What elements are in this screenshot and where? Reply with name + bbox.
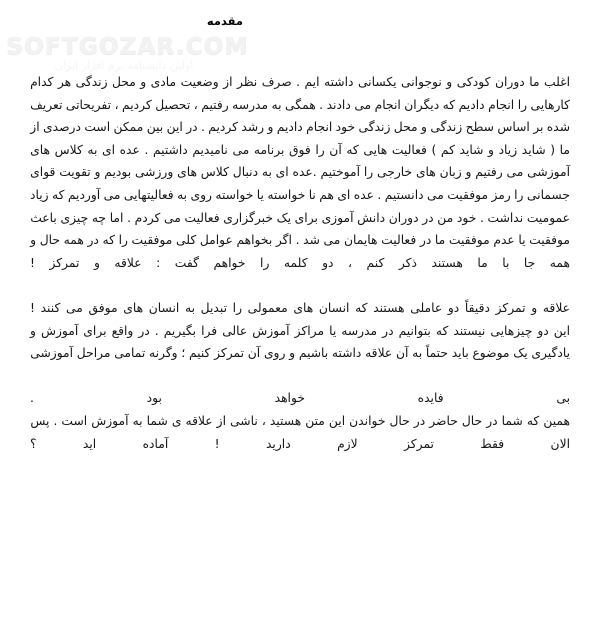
text-word: دادند [326, 97, 351, 112]
text-word: همگی [285, 97, 316, 112]
text-line: بی فایده خواهد بود . [30, 391, 570, 406]
text-word: حال [461, 413, 483, 428]
text-word: عوامل [199, 233, 233, 248]
watermark-brand: SOFTGOZAR.COM [6, 34, 249, 60]
text-word: بتوانیم [398, 323, 431, 338]
text-word: نوجوانی [401, 75, 442, 89]
text-word: چه [91, 210, 107, 225]
text-word: خواسته [267, 187, 306, 202]
text-word: . [377, 187, 382, 202]
text-word: بین [146, 120, 164, 135]
text-word: تحصیل [155, 97, 191, 112]
text-word: و [446, 75, 453, 89]
text-word: هستید [269, 413, 302, 428]
text-word: برنامه [253, 142, 285, 157]
text-word: زندگی [75, 75, 108, 89]
text-word: یک [276, 210, 292, 225]
text-word: آن [395, 346, 409, 361]
text-word: قوای [30, 165, 56, 180]
text-word: سطح [465, 120, 494, 135]
text-line [30, 189, 570, 212]
text-word: علاقه [365, 346, 393, 361]
text-word: واقع [111, 323, 134, 338]
text-word: خارجی [377, 165, 413, 180]
text-line [30, 212, 570, 235]
text-word: . [144, 142, 149, 157]
text-word: زیاد [498, 142, 518, 157]
text-word: نظر [236, 75, 258, 89]
text-word: روی [263, 346, 286, 361]
text-word: موفقیت [448, 233, 490, 248]
text-word: بخواهم [236, 233, 273, 248]
text-word: در [419, 233, 432, 248]
text-word: های [30, 142, 51, 157]
text-word: ای [101, 142, 116, 157]
text-word: ( [550, 142, 556, 157]
text-word: وگرنه [149, 346, 178, 361]
text-word: ناشی [230, 413, 258, 428]
text-word: آوردیم [67, 187, 101, 202]
text-word: که [442, 97, 456, 112]
paragraph-gap [30, 370, 570, 393]
text-word: کلاس [200, 165, 229, 180]
text-word: عالی [222, 323, 248, 338]
page-header [30, 10, 570, 29]
text-word: را [517, 97, 528, 112]
text-word: دادیم [458, 97, 485, 112]
text-word: به [87, 142, 98, 157]
text-word: ؛ [181, 346, 186, 361]
text-word: که [346, 142, 359, 157]
text-line [30, 325, 570, 348]
text-word: شد [303, 233, 320, 248]
text-word: در [186, 120, 198, 135]
text-word: من [437, 210, 454, 225]
text-word: ای [337, 187, 351, 202]
text-word: برای [294, 210, 318, 225]
text-word: می [506, 165, 524, 180]
text-word: تمرکز [214, 346, 245, 361]
text-word: برای [83, 323, 107, 338]
text-word: بودیم [104, 165, 132, 180]
text-word: نا [308, 187, 316, 202]
text-word: می [103, 187, 121, 202]
text-word: یا [329, 323, 337, 338]
text-word: خبرگزاری [223, 210, 273, 225]
text-word: انجام [488, 97, 515, 112]
text-word: رفتیم [201, 97, 229, 112]
text-word: را [315, 142, 325, 157]
text-word: که [102, 233, 115, 248]
text-word: فرا [201, 323, 218, 338]
text-word: زندگی [358, 120, 391, 135]
text-word: در [413, 413, 426, 428]
text-word: شده [546, 120, 570, 135]
text-word: . [295, 233, 300, 248]
text-word: خود [335, 120, 356, 135]
text-word: آموزشی [527, 165, 570, 180]
text-word: نامیدیم [192, 142, 228, 157]
text-word: موفقیت [447, 187, 489, 202]
text-word: های [177, 165, 197, 180]
text-word: و [30, 233, 37, 248]
text-word: و [140, 75, 147, 89]
text-word: و [465, 165, 472, 180]
text-word: نیستند [453, 323, 486, 338]
text-word: به [132, 413, 143, 428]
text-word: باشیم [298, 346, 329, 361]
text-line: الان فقط تمرکز لازم دارید ! آماده اید ؟ [30, 436, 570, 451]
text-word: یا [518, 233, 526, 248]
text-word: موضوع [472, 346, 510, 361]
text-word: چیزهایی [490, 323, 533, 338]
text-word: روی [190, 187, 212, 202]
text-word: خود [456, 210, 477, 225]
text-word: و [94, 165, 101, 180]
text-word: همه [63, 233, 84, 248]
text-word: حال [39, 233, 60, 248]
watermark-subtitle: اولین دانشنامه نرم افزار ایران [54, 59, 194, 72]
text-word: شاید [459, 142, 484, 157]
text-word: کردیم [122, 97, 152, 112]
text-word: هایی [363, 142, 388, 157]
text-word: اگر [275, 233, 292, 248]
text-word: در [486, 413, 498, 428]
text-word: از [216, 413, 227, 428]
text-line [30, 121, 570, 144]
text-word: از [30, 120, 40, 135]
text-word: فعالیت [391, 142, 427, 157]
text-line [30, 144, 570, 167]
text-word: حاضر [429, 413, 458, 428]
text-word: ای [275, 165, 289, 180]
text-word: . [319, 97, 324, 112]
text-word: اغلب [544, 75, 570, 89]
text-word: این [553, 323, 570, 338]
text-word: که [52, 187, 65, 202]
text-word: به [261, 165, 272, 180]
text-word: می [164, 210, 181, 225]
text-word: درصدی [43, 120, 81, 135]
text-word: داشته [323, 75, 354, 89]
text-word: یک [513, 346, 528, 361]
text-word: یکسانی [357, 75, 397, 89]
text-word: خواسته [215, 187, 254, 202]
text-word: دوران [494, 75, 525, 89]
text-word: آموزش [252, 323, 290, 338]
text-word: آموزش [91, 413, 129, 428]
text-word: مدرسه [232, 97, 269, 112]
text-word: زیاد [30, 187, 49, 202]
text-word: زندگی [430, 120, 463, 135]
text-word: نداشت [487, 210, 524, 225]
text-word: محل [393, 120, 418, 135]
text-word: انجام [374, 97, 401, 112]
text-word: می [354, 97, 372, 112]
text-word: .عده [292, 165, 317, 180]
text-word: را [514, 187, 524, 202]
text-word: داشته [331, 346, 362, 361]
text-word: و [30, 323, 36, 338]
text-word: است [84, 120, 111, 135]
text-word: مراحل [76, 346, 111, 361]
text-word: در [87, 233, 99, 248]
text-word: موفقیت [529, 233, 570, 248]
text-word: . [53, 413, 58, 428]
text-word: تعریف [30, 97, 63, 112]
text-word: فوق [289, 142, 311, 157]
text-word: هم [319, 187, 334, 202]
text-line [30, 166, 570, 189]
text-word: وضعیت [180, 75, 219, 89]
text-word: . [154, 323, 159, 338]
text-word: دانش [357, 210, 386, 225]
text-word: کودکی [456, 75, 491, 89]
text-word: است [61, 413, 88, 428]
text-word: جسمانی [526, 187, 570, 202]
text-word: پس [30, 413, 50, 428]
text-word: کردیم [208, 120, 239, 135]
text-word: . [127, 210, 131, 225]
text-word: ایم [304, 75, 320, 89]
text-word: حال [389, 413, 410, 428]
text-line [30, 347, 570, 370]
text-word: بر [533, 120, 544, 135]
text-word: دیگران [404, 97, 440, 112]
text-word: . [200, 120, 205, 135]
text-word: شاید [521, 142, 546, 157]
text-word: باید [451, 346, 469, 361]
text-word: صرف [261, 75, 292, 89]
text-word: تقویت [59, 165, 91, 180]
text-word: چیزی [60, 210, 89, 225]
text-word: ما [434, 233, 446, 248]
text-word: انجام [306, 120, 333, 135]
text-line [30, 99, 570, 122]
text-word: تمامی [114, 346, 146, 361]
text-word: یا [256, 187, 264, 202]
text-word: خواندن [349, 413, 386, 428]
text-word: علاقه [185, 413, 213, 428]
text-word: ) [431, 142, 437, 157]
text-word: مدرسه [341, 323, 378, 338]
text-word: شما [146, 413, 168, 428]
text-word: می [323, 233, 341, 248]
text-word: اما [109, 210, 124, 225]
text-word: و [421, 120, 427, 135]
text-word: باعث [30, 210, 57, 225]
text-word: کلاس [54, 142, 83, 157]
text-word: متن [305, 413, 325, 428]
text-word: کنیم [188, 346, 211, 361]
text-word: این [166, 120, 183, 135]
text-word: ، [114, 97, 119, 112]
text-word: عمومیت [526, 210, 570, 225]
text-word: آموزش [40, 323, 79, 338]
text-word: و [267, 120, 274, 135]
text-word: ما [529, 75, 540, 89]
text-word: عدم [493, 233, 515, 248]
text-word: دانستیم [384, 187, 424, 202]
text-word: هایمان [343, 233, 378, 248]
text-word: و [289, 346, 296, 361]
text-word: محل [111, 75, 136, 89]
text-word: آموختیم [320, 165, 361, 180]
text-word: در [382, 323, 394, 338]
text-word: آن [247, 346, 261, 361]
text-word: در [422, 210, 434, 225]
text-word: زبان [439, 165, 462, 180]
text-word: آموزشی [30, 346, 74, 361]
text-word: تفریحاتی [65, 97, 112, 112]
text-word: دو [537, 323, 549, 338]
text-word: را [363, 165, 374, 180]
text-word: از [223, 75, 233, 89]
text-word: در [138, 323, 150, 338]
text-line: علاقه و تمرکز دقیقاً دو عاملی هستند که انسان های معمولی را تبدیل به انسان های موفق می کنند ! [30, 300, 570, 315]
text-word: های [415, 165, 436, 180]
text-line [30, 76, 570, 99]
page-title: مقدمه [206, 14, 244, 28]
text-word: موفقیت [131, 233, 173, 248]
text-word: اساس [497, 120, 530, 135]
text-word: فعالیت [184, 210, 220, 225]
text-word: را [118, 233, 128, 248]
text-word: آموزی [321, 210, 354, 225]
text-word: کلی [176, 233, 197, 248]
text-word: به [412, 346, 423, 361]
text-word: فعالیت [381, 233, 417, 248]
text-word: کارهایی [530, 97, 570, 112]
text-word: . [479, 210, 484, 225]
watermark [6, 34, 249, 72]
text-word: داشتیم [152, 142, 188, 157]
text-word: و [488, 142, 494, 157]
text-word: رمز [491, 187, 511, 202]
text-line [30, 234, 570, 257]
text-word: رشد [241, 120, 265, 135]
text-word: که [435, 323, 449, 338]
text-word: رفتیم [475, 165, 503, 180]
text-word: ، [193, 97, 198, 112]
text-word: فعالیتهایی [123, 187, 174, 202]
text-word: ، [261, 413, 266, 428]
text-word: به [177, 187, 188, 202]
paragraph-gap [30, 279, 570, 302]
document-body [30, 76, 570, 460]
text-word: عده [119, 142, 140, 157]
text-word: هر [57, 75, 72, 89]
text-word: ی [171, 413, 182, 428]
text-word: شما [501, 413, 523, 428]
text-word: به [271, 97, 282, 112]
text-word: کردم [134, 210, 161, 225]
text-word: می [232, 142, 250, 157]
text-word: مادی [150, 75, 177, 89]
text-word: عده [353, 187, 374, 202]
text-line: همه جا با ما هستند ذکر کنم ، دو کلمه را خواهم گفت : علاقه و تمرکز ! [30, 255, 570, 270]
text-word: ممکن [113, 120, 144, 135]
text-word: ورزشی [134, 165, 174, 180]
text-word: حتماً [425, 346, 448, 361]
text-word: همین [543, 413, 570, 428]
text-word: آن [329, 142, 342, 157]
text-word: بگیریم [163, 323, 197, 338]
text-word: . [296, 75, 301, 89]
text-word: این [328, 413, 346, 428]
text-word: که [526, 413, 540, 428]
text-word: دادیم [276, 120, 303, 135]
text-word: کدام [30, 75, 54, 89]
text-line [30, 415, 570, 438]
text-word: دنبال [232, 165, 259, 180]
text-word: یادگیری [531, 346, 570, 361]
text-word: دوران [388, 210, 419, 225]
text-word: مراکز [294, 323, 325, 338]
text-word: ما [559, 142, 570, 157]
text-word: می [426, 187, 444, 202]
text-word: کم [440, 142, 455, 157]
